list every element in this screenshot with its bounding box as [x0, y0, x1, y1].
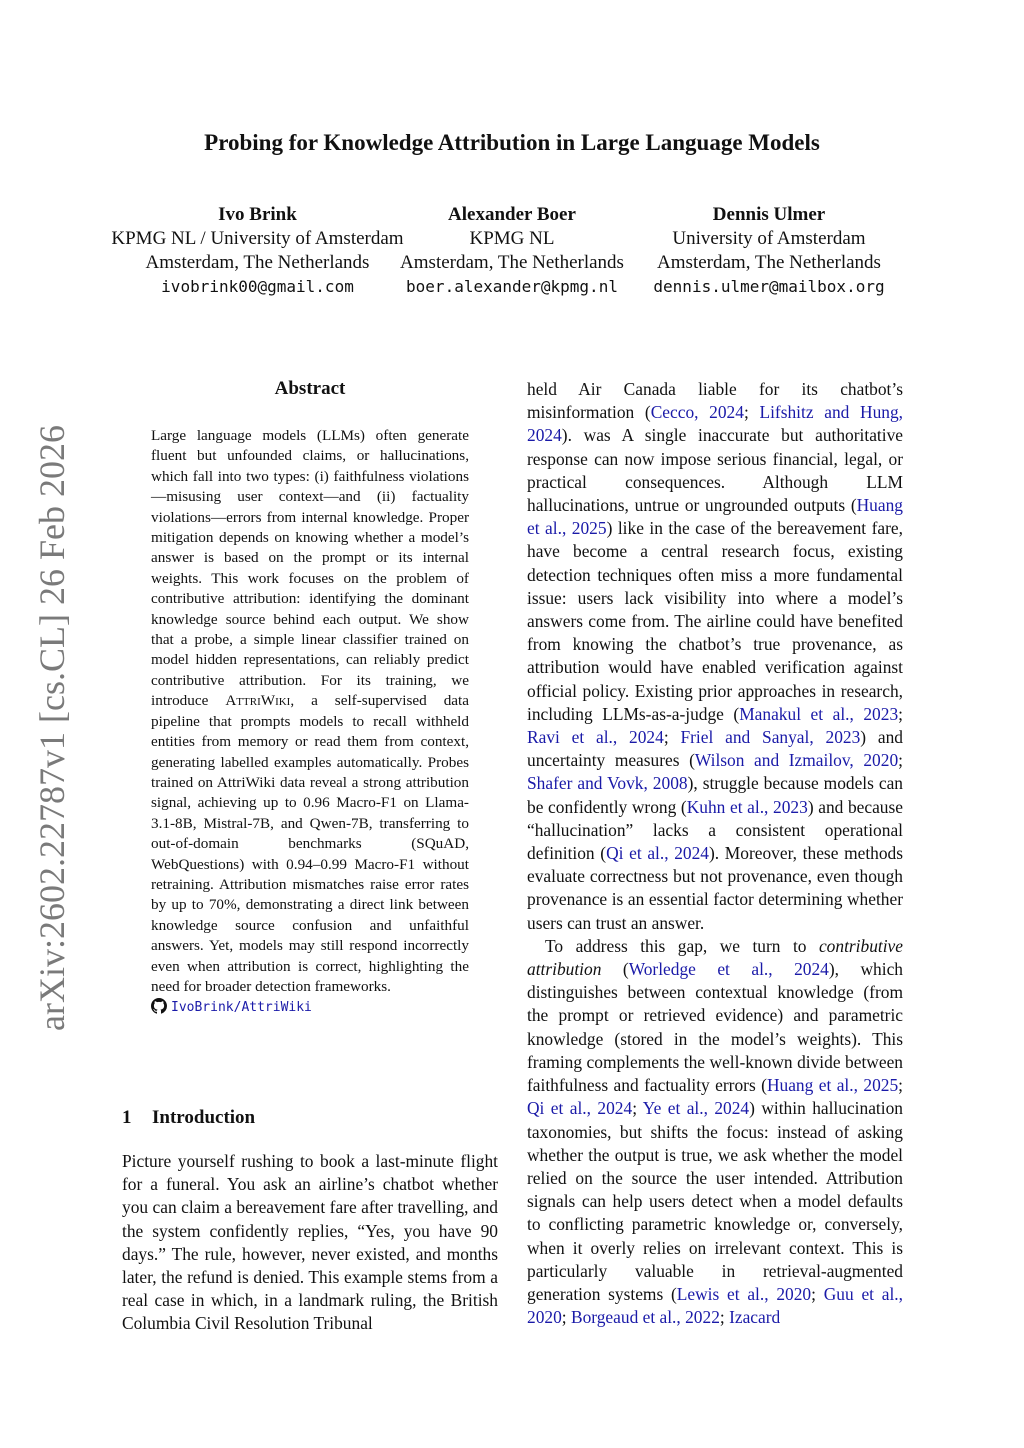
- body-text: ;: [663, 727, 681, 748]
- body-text: ;: [898, 750, 903, 771]
- author-email[interactable]: dennis.ulmer@mailbox.org: [653, 277, 885, 296]
- citation-link[interactable]: Lifshitz and Hung, 2024: [527, 402, 904, 446]
- citation-link[interactable]: Izacard: [729, 1307, 781, 1328]
- author-email[interactable]: ivobrink00@gmail.com: [161, 277, 354, 296]
- body-text: ) and because “hallucination” lacks a consistent operational definition (: [527, 796, 903, 864]
- author-name: Alexander Boer: [448, 204, 576, 225]
- body-text: ) like in the case of the bereavement fare, have become a central research focus, existing detection techniques often miss a more fundamental issue: users lack visibility into where a model’s answers come from. The airline could have benefited from knowing the chatbot’s true provenance, as attribution would have enabled verification against official policy. Existing prior approaches in research, including LLMs-as-a-judge (: [527, 518, 903, 724]
- abstract-heading: Abstract: [274, 378, 346, 399]
- introduction-right-column: [527, 378, 903, 1329]
- author-3: [638, 203, 900, 299]
- section-title: Introduction: [152, 1107, 256, 1128]
- abstract-body: [151, 426, 469, 1019]
- body-text: ), struggle because models can be confidently wrong (: [527, 773, 903, 817]
- author-affiliation: KPMG NL: [469, 228, 555, 249]
- body-text: ), which distinguishes between contextual knowledge (from the prompt or retrieved evidence) and parametric knowledge (stored in the model’s weights). This framing complements the well-known divide between faithfulness and factuality errors (: [527, 959, 903, 1096]
- abstract-text-before: Large language models (LLMs) often generate fluent but unfounded claims, or hallucinations, which fall into two types: (i) faithfulness violations—misusing user context—and (ii) factuality violations—errors from internal knowledge. Proper mitigation depends on knowing whether a model’s answer is based on the prompt or its internal weights. This work focuses on the problem of contributive attribution: identifying the dominant knowledge source behind each output. We show that a probe, a simple linear classifier trained on model hidden representations, can reliably predict contributive attribution. For its training, we introduce: [151, 427, 469, 710]
- citation-link[interactable]: Worledge et al., 2024: [628, 959, 829, 980]
- github-icon: [151, 998, 167, 1014]
- citation-link[interactable]: Borgeaud et al., 2022: [570, 1307, 720, 1328]
- citation-link[interactable]: Manakul et al., 2023: [739, 703, 899, 724]
- abstract-paragraph: [151, 426, 469, 997]
- citation-link[interactable]: Ravi et al., 2024: [527, 727, 664, 748]
- citation-link[interactable]: Qi et al., 2024: [606, 843, 710, 864]
- citation-link[interactable]: Cecco, 2024: [650, 402, 744, 423]
- section-heading-introduction: [122, 1107, 255, 1129]
- citation-link[interactable]: Friel and Sanyal, 2023: [680, 727, 861, 748]
- citation-link[interactable]: Ye et al., 2024: [642, 1098, 750, 1119]
- author-location: Amsterdam, The Netherlands: [145, 252, 370, 273]
- author-location: Amsterdam, The Netherlands: [657, 252, 881, 273]
- author-2: [382, 203, 642, 299]
- section-number: 1: [122, 1107, 132, 1128]
- body-text: ) within hallucination taxonomies, but shifts the focus: instead of asking whether the output is true, we ask whether the model relied on the source the user intended. Attribution signals can help users detect when a model defaults to conflicting parametric knowledge or, conversely, when it overly relies on irrelevant context. This is particularly valuable in retrieval-augmented generation systems (: [527, 1098, 903, 1304]
- author-location: Amsterdam, The Netherlands: [400, 252, 624, 273]
- body-text: ;: [811, 1283, 824, 1304]
- author-affiliation: KPMG NL / University of Amsterdam: [111, 228, 404, 249]
- body-text: To address this gap, we turn to: [545, 935, 819, 956]
- body-text: ) and uncertainty measures (: [527, 727, 903, 771]
- citation-link[interactable]: Huang et al., 2025: [766, 1075, 899, 1096]
- body-text: (: [601, 959, 629, 980]
- citation-link[interactable]: Lewis et al., 2020: [676, 1283, 812, 1304]
- body-text: ;: [561, 1307, 571, 1328]
- citation-link[interactable]: Huang et al., 2025: [527, 495, 903, 539]
- body-text: ). Moreover, these methods evaluate correctness but not provenance, even though provenance is an essential factor determining whether users can trust an answer.: [527, 843, 903, 933]
- introduction-left-column: [122, 1150, 498, 1336]
- intro-paragraph-3: [527, 935, 903, 1329]
- author-affiliation: University of Amsterdam: [672, 228, 866, 249]
- paper-title: Probing for Knowledge Attribution in Large Language Models: [204, 130, 820, 155]
- author-name: Dennis Ulmer: [712, 204, 826, 225]
- attriwiki-name: AttriWiki: [225, 692, 291, 710]
- body-text: ;: [632, 1098, 643, 1119]
- citation-link[interactable]: Wilson and Izmailov, 2020: [694, 750, 899, 771]
- body-text: ). was A single inaccurate but authoritative response can now impose serious financial, legal, or practical consequences. Although LLM hallucinations, untrue or ungrounded outputs (: [527, 425, 903, 516]
- author-name: Ivo Brink: [218, 204, 297, 225]
- body-text: held Air Canada liable for its chatbot’s misinformation (: [527, 379, 903, 423]
- citation-link[interactable]: Guu et al., 2020: [527, 1283, 903, 1328]
- citation-link[interactable]: Qi et al., 2024: [527, 1098, 633, 1119]
- body-text: ;: [719, 1307, 730, 1328]
- emphasis-text: contributive attribution: [527, 935, 903, 980]
- citation-link[interactable]: Kuhn et al., 2023: [686, 796, 808, 817]
- arxiv-identifier: arXiv:2602.22787v1 [cs.CL] 26 Feb 2026: [32, 425, 72, 1031]
- repo-link[interactable]: IvoBrink/AttriWiki: [171, 1000, 312, 1016]
- intro-paragraph-2: [527, 378, 903, 935]
- body-text: ;: [898, 703, 903, 724]
- body-text: ;: [743, 402, 760, 423]
- abstract-text-after: , a self-supervised data pipeline that prompts models to recall withheld entities from memory or read them from context, generating labelled examples automatically. Probes trained on AttriWiki data reveal a strong attribution signal, achieving up to 0.96 Macro-F1 on Llama-3.1-8B, Mistral-7B, and Qwen-7B, transferring to out-of-domain benchmarks (SQuAD, WebQuestions) with 0.94–0.99 Macro-F1 without retraining. Attribution mismatches raise error rates by up to 70%, demonstrating a direct link between knowledge source confusion and unfaithful answers. Yet, models may still respond incorrectly even when attribution is correct, highlighting the need for broader detection frameworks.: [151, 692, 470, 995]
- repo-line: [151, 998, 469, 1018]
- body-text: ;: [898, 1075, 904, 1096]
- intro-paragraph-1: Picture yourself rushing to book a last-minute flight for a funeral. You ask an airline’s chatbot whether you can claim a bereavement fare after travelling, and the system confidently replies, “Yes, you have 90 days.” The rule, however, never existed, and months later, the refund is denied. This example stems from a real case in which, in a landmark ruling, the British Columbia Civil Resolution Tribunal: [122, 1151, 498, 1334]
- author-email[interactable]: boer.alexander@kpmg.nl: [406, 277, 618, 296]
- citation-link[interactable]: Shafer and Vovk, 2008: [527, 773, 688, 794]
